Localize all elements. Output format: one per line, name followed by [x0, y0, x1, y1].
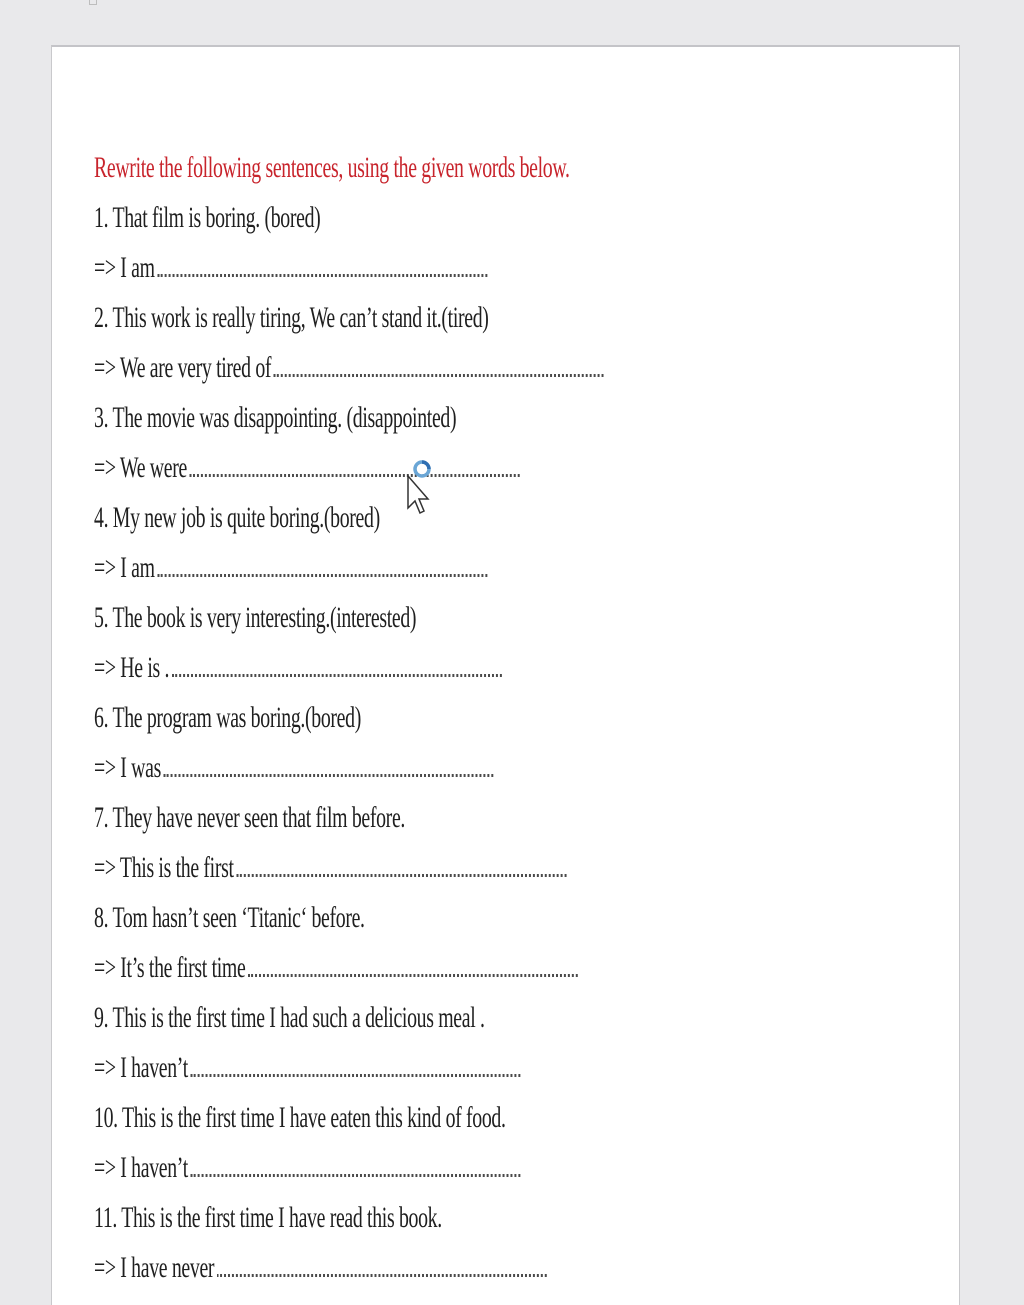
answer-prefix-3: => We were	[94, 451, 187, 484]
answer-line-4	[94, 543, 490, 593]
question-10: 10. This is the first time I have eaten this kind of food.	[94, 1101, 506, 1134]
arrow-busy-cursor-icon	[406, 456, 436, 520]
answer-prefix-6: => I was	[94, 751, 161, 784]
answer-line-2	[94, 343, 490, 393]
question-1: 1. That film is boring. (bored)	[94, 201, 321, 234]
answer-line-11	[94, 1243, 490, 1293]
answer-line-6	[94, 743, 490, 793]
answer-line-5	[94, 643, 490, 693]
answer-blank-2	[274, 366, 604, 377]
answer-prefix-9: => I haven’t	[94, 1051, 188, 1084]
answer-blank-11	[217, 1266, 547, 1277]
answer-prefix-11: => I have never	[94, 1251, 215, 1284]
answer-prefix-7: => This is the first	[94, 851, 234, 884]
answer-line-10	[94, 1143, 490, 1193]
answer-prefix-5: => He is .	[94, 651, 170, 684]
worksheet-content	[94, 143, 694, 1293]
question-3: 3. The movie was disappointing. (disappointed)	[94, 401, 457, 434]
answer-prefix-2: => We are very tired of	[94, 351, 272, 384]
question-6: 6. The program was boring.(bored)	[94, 701, 361, 734]
answer-blank-4	[157, 566, 487, 577]
answer-blank-7	[236, 866, 566, 877]
answer-line-7	[94, 843, 490, 893]
answer-prefix-1: => I am	[94, 251, 155, 284]
answer-blank-5	[172, 666, 502, 677]
answer-blank-10	[191, 1166, 521, 1177]
question-11: 11. This is the first time I have read this book.	[94, 1201, 442, 1234]
answer-prefix-4: => I am	[94, 551, 155, 584]
answer-blank-8	[248, 966, 578, 977]
instruction-heading: Rewrite the following sentences, using the given words below.	[94, 151, 570, 184]
answer-blank-1	[157, 266, 487, 277]
answer-blank-3	[190, 466, 520, 477]
ruler-marker-icon	[89, 0, 97, 5]
answer-blank-9	[191, 1066, 521, 1077]
question-8: 8. Tom hasn’t seen ‘Titanic‘ before.	[94, 901, 365, 934]
answer-line-1	[94, 243, 490, 293]
answer-line-9	[94, 1043, 490, 1093]
document-page	[51, 45, 960, 1305]
question-7: 7. They have never seen that film before.	[94, 801, 406, 834]
question-9: 9. This is the first time I had such a delicious meal .	[94, 1001, 485, 1034]
answer-prefix-10: => I haven’t	[94, 1151, 188, 1184]
answer-prefix-8: => It’s the first time	[94, 951, 246, 984]
question-2: 2. This work is really tiring, We can’t stand it.(tired)	[94, 301, 489, 334]
answer-blank-6	[164, 766, 494, 777]
question-4: 4. My new job is quite boring.(bored)	[94, 501, 380, 534]
question-5: 5. The book is very interesting.(interested)	[94, 601, 417, 634]
answer-line-8	[94, 943, 490, 993]
